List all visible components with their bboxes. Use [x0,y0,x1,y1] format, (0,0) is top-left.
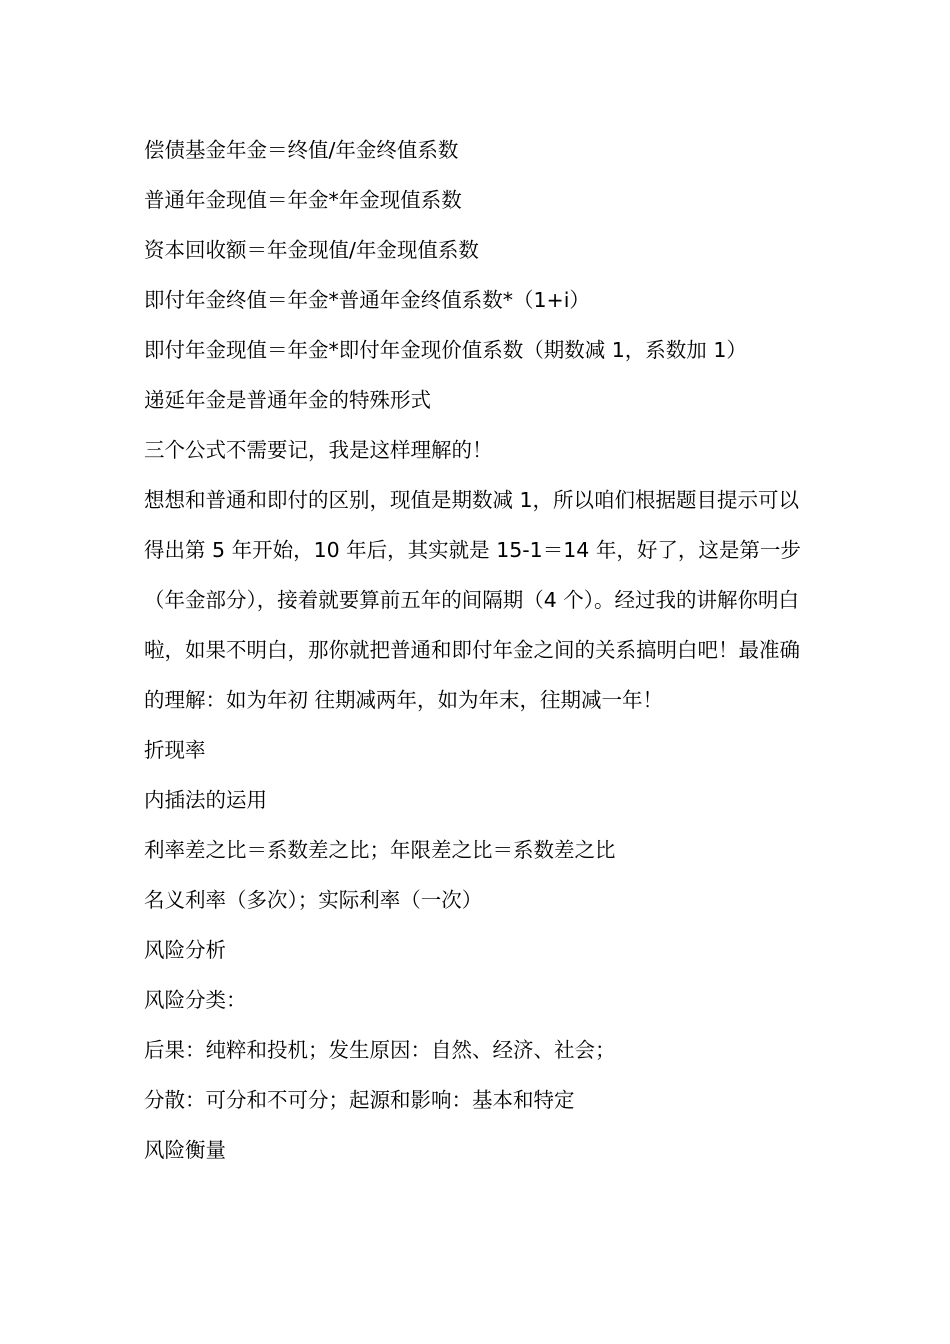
formula-ordinary-annuity-pv: 普通年金现值＝年金*年金现值系数 [144,188,462,212]
note-no-need-to-memorize: 三个公式不需要记，我是这样理解的！ [144,438,493,462]
heading-risk-classification: 风险分类： [144,988,247,1012]
document-body [144,125,814,1175]
interpolation-rule: 利率差之比＝系数差之比；年限差之比＝系数差之比 [144,838,616,862]
heading-risk-measurement: 风险衡量 [144,1138,226,1162]
formula-annuity-due-fv: 即付年金终值＝年金*普通年金终值系数*（1+i） [144,288,590,312]
formula-annuity-due-pv: 即付年金现值＝年金*即付年金现价值系数（期数减 1，系数加 1） [144,338,747,362]
risk-class-diversification-origin: 分散：可分和不可分；起源和影响：基本和特定 [144,1088,575,1112]
note-deferred-annuity: 递延年金是普通年金的特殊形式 [144,388,431,412]
heading-interpolation: 内插法的运用 [144,788,267,812]
nominal-vs-effective-rate: 名义利率（多次）；实际利率（一次） [144,888,483,912]
risk-class-consequence-cause: 后果：纯粹和投机；发生原因：自然、经济、社会； [144,1038,616,1062]
heading-risk-analysis: 风险分析 [144,938,226,962]
formula-capital-recovery: 资本回收额＝年金现值/年金现值系数 [144,238,479,262]
heading-discount-rate: 折现率 [144,738,206,762]
formula-sinking-fund: 偿债基金年金＝终值/年金终值系数 [144,138,459,162]
explanation-paragraph: 想想和普通和即付的区别，现值是期数减 1，所以咱们根据题目提示可以得出第 5 年开始，10 年后，其实就是 15-1＝14 年，好了，这是第一步（年金部分），接着就要算前五年的间隔期（4 个）。经过我的讲解你明白啦，如果不明白，那你就把普通和即付年金之间的关系搞明白吧！最准确的理解：如为年初 往期减两年，如为年末，往期减一年！ [144,488,801,712]
